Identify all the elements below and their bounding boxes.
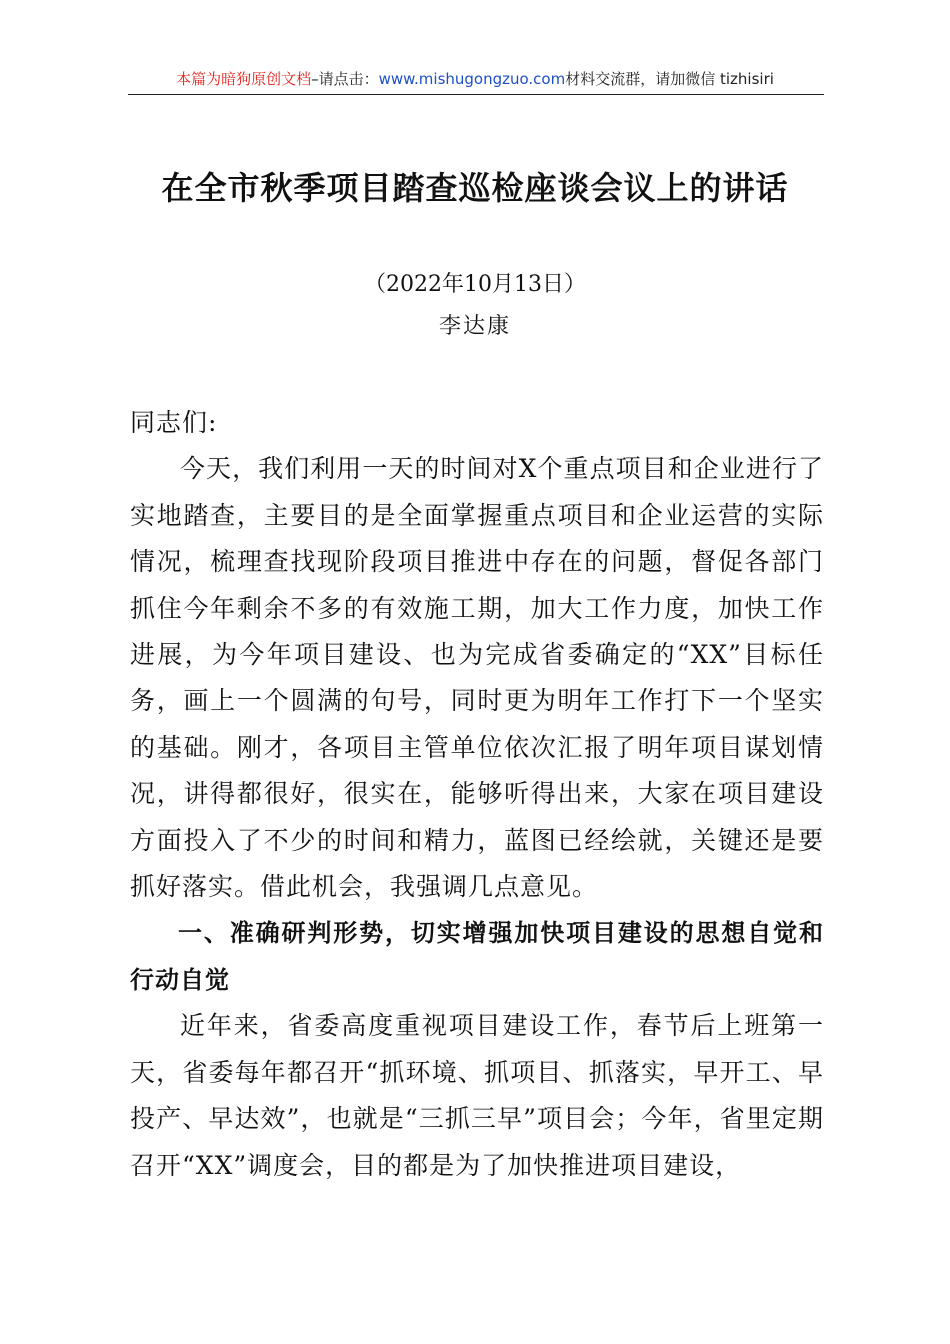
section-heading: 一、准确研判形势，切实增强加快项目建设的思想自觉和行动自觉 — [130, 919, 824, 994]
body-paragraph: 今天，我们利用一天的时间对X个重点项目和企业进行了实地踏查，主要目的是全面掌握重点项目和企业运营的实际情况，梳理查找现阶段项目推进中存在的问题，督促各部门抓住今年剩余不多的有效施工期，加大工作力度，加快工作进展，为今年项目建设、也为完成省委确定的“XX”目标任务，画上一个圆满的句号，同时更为明年工作打下一个坚实的基础。刚才，各项目主管单位依次汇报了明年项目谋划情况，讲得都很好，很实在，能够听得出来，大家在项目建设方面投入了不少的时间和精力，蓝图已经绘就，关键还是要抓好落实。借此机会，我强调几点意见。 — [130, 454, 824, 902]
document-author: 李达康 — [438, 314, 511, 339]
header-url-link[interactable]: www.mishugongzuo.com — [378, 70, 566, 88]
header-divider — [128, 94, 824, 95]
header-contact: 材料交流群，请加微信 tizhisiri — [565, 70, 774, 88]
header-prompt: –请点击： — [311, 70, 379, 88]
document-body — [130, 400, 824, 1189]
section-paragraph: 近年来，省委高度重视项目建设工作，春节后上班第一天，省委每年都召开“抓环境、抓项目、抓落实，早开工、早投产、早达效”，也就是“三抓三早”项目会；今年，省里定期召开“XX”调度会，目的都是为了加快推进项目建设， — [130, 1011, 824, 1180]
document-title: 在全市秋季项目踏查巡检座谈会议上的讲话 — [161, 169, 789, 207]
header-source-label: 本篇为暗狗原创文档 — [176, 70, 312, 88]
document-date: （2022年10月13日） — [364, 272, 586, 297]
salutation: 同志们: — [130, 408, 218, 437]
document-header — [128, 68, 822, 90]
